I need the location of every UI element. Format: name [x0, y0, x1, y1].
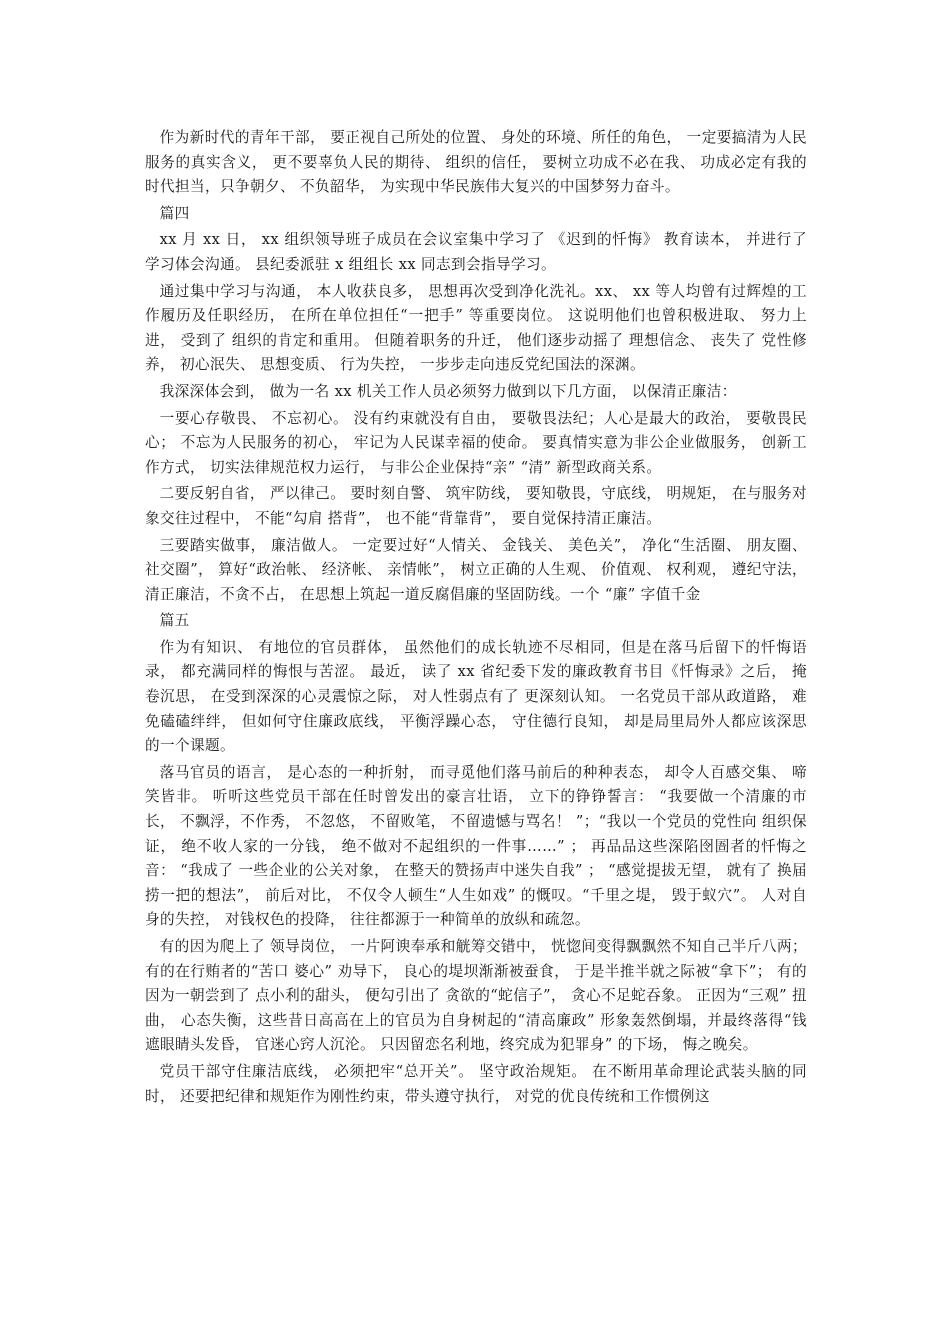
paragraph: 我深深体会到， 做为一名 xx 机关工作人员必须努力做到以下几方面， 以保清正廉洁： — [159, 382, 737, 400]
section-heading: 篇五 — [159, 612, 190, 630]
paragraph: 有的因为爬上了 领导岗位， 一片阿谀奉承和觥筹交错中， 恍惚间变得飘飘然不知自己半斤八两； 有的在行贿者的“苦口 婆心” 劝导下， 良心的堤坝渐渐被蚕食， 于是半推半就之际被“拿下”； 有的因为一朝尝到了 点小利的甜头， 便勾引出了 贪欲的“蛇信子”， 贪心不足蛇吞象。 正因为“三观” 扭曲， 心态失衡，这些昔日高高在上的官员为自身树起的“清高廉政” 形象轰然倒塌，并最终落得“钱遮眼睛头发昏， 官迷心窍人沉沦。 只因留恋名利地，终究成为犯罪身” 的下场， 悔之晚矣。 — [145, 938, 807, 1054]
paragraph: 三要踏实做事， 廉洁做人。 一定要过好“人情关、 金钱关、 美色关”， 净化“生活圈、 朋友圈、 社交圈”， 算好“政治帐、 经济帐、 亲情帐”， 树立正确的人生观、 价值观、 权利观， 遵纪守法， 清正廉洁，不贪不占， 在思想上筑起一道反腐倡廉的坚固防线。一个 “廉” 字值千金 — [145, 536, 807, 603]
paragraph: 作为新时代的青年干部， 要正视自己所处的位置、 身处的环境、所任的角色， 一定要搞清为人民服务的真实含义， 更不要辜负人民的期待、 组织的信任， 要树立功成不必在我、 功成必定有我的时代担当，只争朝夕、 不负韶华， 为实现中华民族伟大复兴的中国梦努力奋斗。 — [145, 129, 807, 196]
paragraph: 落马官员的语言， 是心态的一种折射， 而寻觅他们落马前后的种种表态， 却令人百感交集、 啼笑皆非。 听听这些党员干部在任时曾发出的豪言壮语， 立下的铮铮誓言： “我要做一个清廉的市长， 不飘浮，不作秀， 不忽悠， 不留败笔， 不留遗憾与骂名！ ”；“我以一个党员的党性向 组织保证， 绝不收人家的一分钱， 绝不做对不起组织的一件事……” ； 再品品这些深陷囹圄者的忏悔之音： “我成了 一些企业的公关对象， 在整天的赞扬声中迷失自我” ； “感觉提拔无望， 就有了 换届捞一把的想法”， 前后对比， 不仅令人顿生“人生如戏” 的慨叹。“千里之堤， 毁于蚁穴”。 人对自身的失控， 对钱权色的投降， 往往都源于一种简单的放纵和疏忽。 — [145, 763, 807, 929]
paragraph: 作为有知识、 有地位的官员群体， 虽然他们的成长轨迹不尽相同，但是在落马后留下的忏悔语录， 都充满同样的悔恨与苦涩。 最近， 读了 xx 省纪委下发的廉政教育书目《忏悔录》之后， 掩卷沉思， 在受到深深的心灵震惊之际， 对人性弱点有了 更深刻认知。 一名党员干部从政道路， 难免磕磕绊绊， 但如何守住廉政底线， 平衡浮躁心态， 守住德行良知， 却是局里局外人都应该深思的一个课题。 — [145, 638, 807, 755]
document-body — [145, 126, 807, 1111]
section-heading: 篇四 — [159, 204, 190, 222]
paragraph: xx 月 xx 日， xx 组织领导班子成员在会议室集中学习了 《迟到的忏悔》 教育读本， 并进行了 学习体会沟通。 县纪委派驻 x 组组长 xx 同志到会指导学习。 — [145, 231, 807, 273]
paragraph: 二要反躬自省， 严以律己。 要时刻自警、 筑牢防线， 要知敬畏，守底线， 明规矩， 在与服务对象交往过程中， 不能“勾肩 搭背”， 也不能“背靠背”， 要自觉保持清正廉洁。 — [145, 485, 807, 527]
paragraph: 党员干部守住廉洁底线， 必须把牢“总开关”。 坚守政治规矩。 在不断用革命理论武装头脑的同时， 还要把纪律和规矩作为刚性约束，带头遵守执行， 对党的优良传统和工作惯例这 — [145, 1062, 807, 1105]
paragraph: 一要心存敬畏、 不忘初心。 没有约束就没有自由， 要敬畏法纪；人心是最大的政治， 要敬畏民心； 不忘为人民服务的初心， 牢记为人民谋幸福的使命。 要真情实意为非公企业做服务， 创新工作方式， 切实法律规范权力运行， 与非公企业保持“亲” “清” 新型政商关系。 — [145, 409, 807, 476]
paragraph: 通过集中学习与沟通， 本人收获良多， 思想再次受到净化洗礼。xx、 xx 等人均曾有过辉煌的工作履历及任职经历， 在所在单位担任“一把手” 等重要岗位。 这说明他们也曾积极进取、 努力上进， 受到了 组织的肯定和重用。 但随着职务的升迁， 他们逐步动摇了 理想信念、 丧失了 党性修养， 初心泯失、 思想变质、 行为失控， 一步步走向违反党纪国法的深渊。 — [145, 282, 807, 374]
